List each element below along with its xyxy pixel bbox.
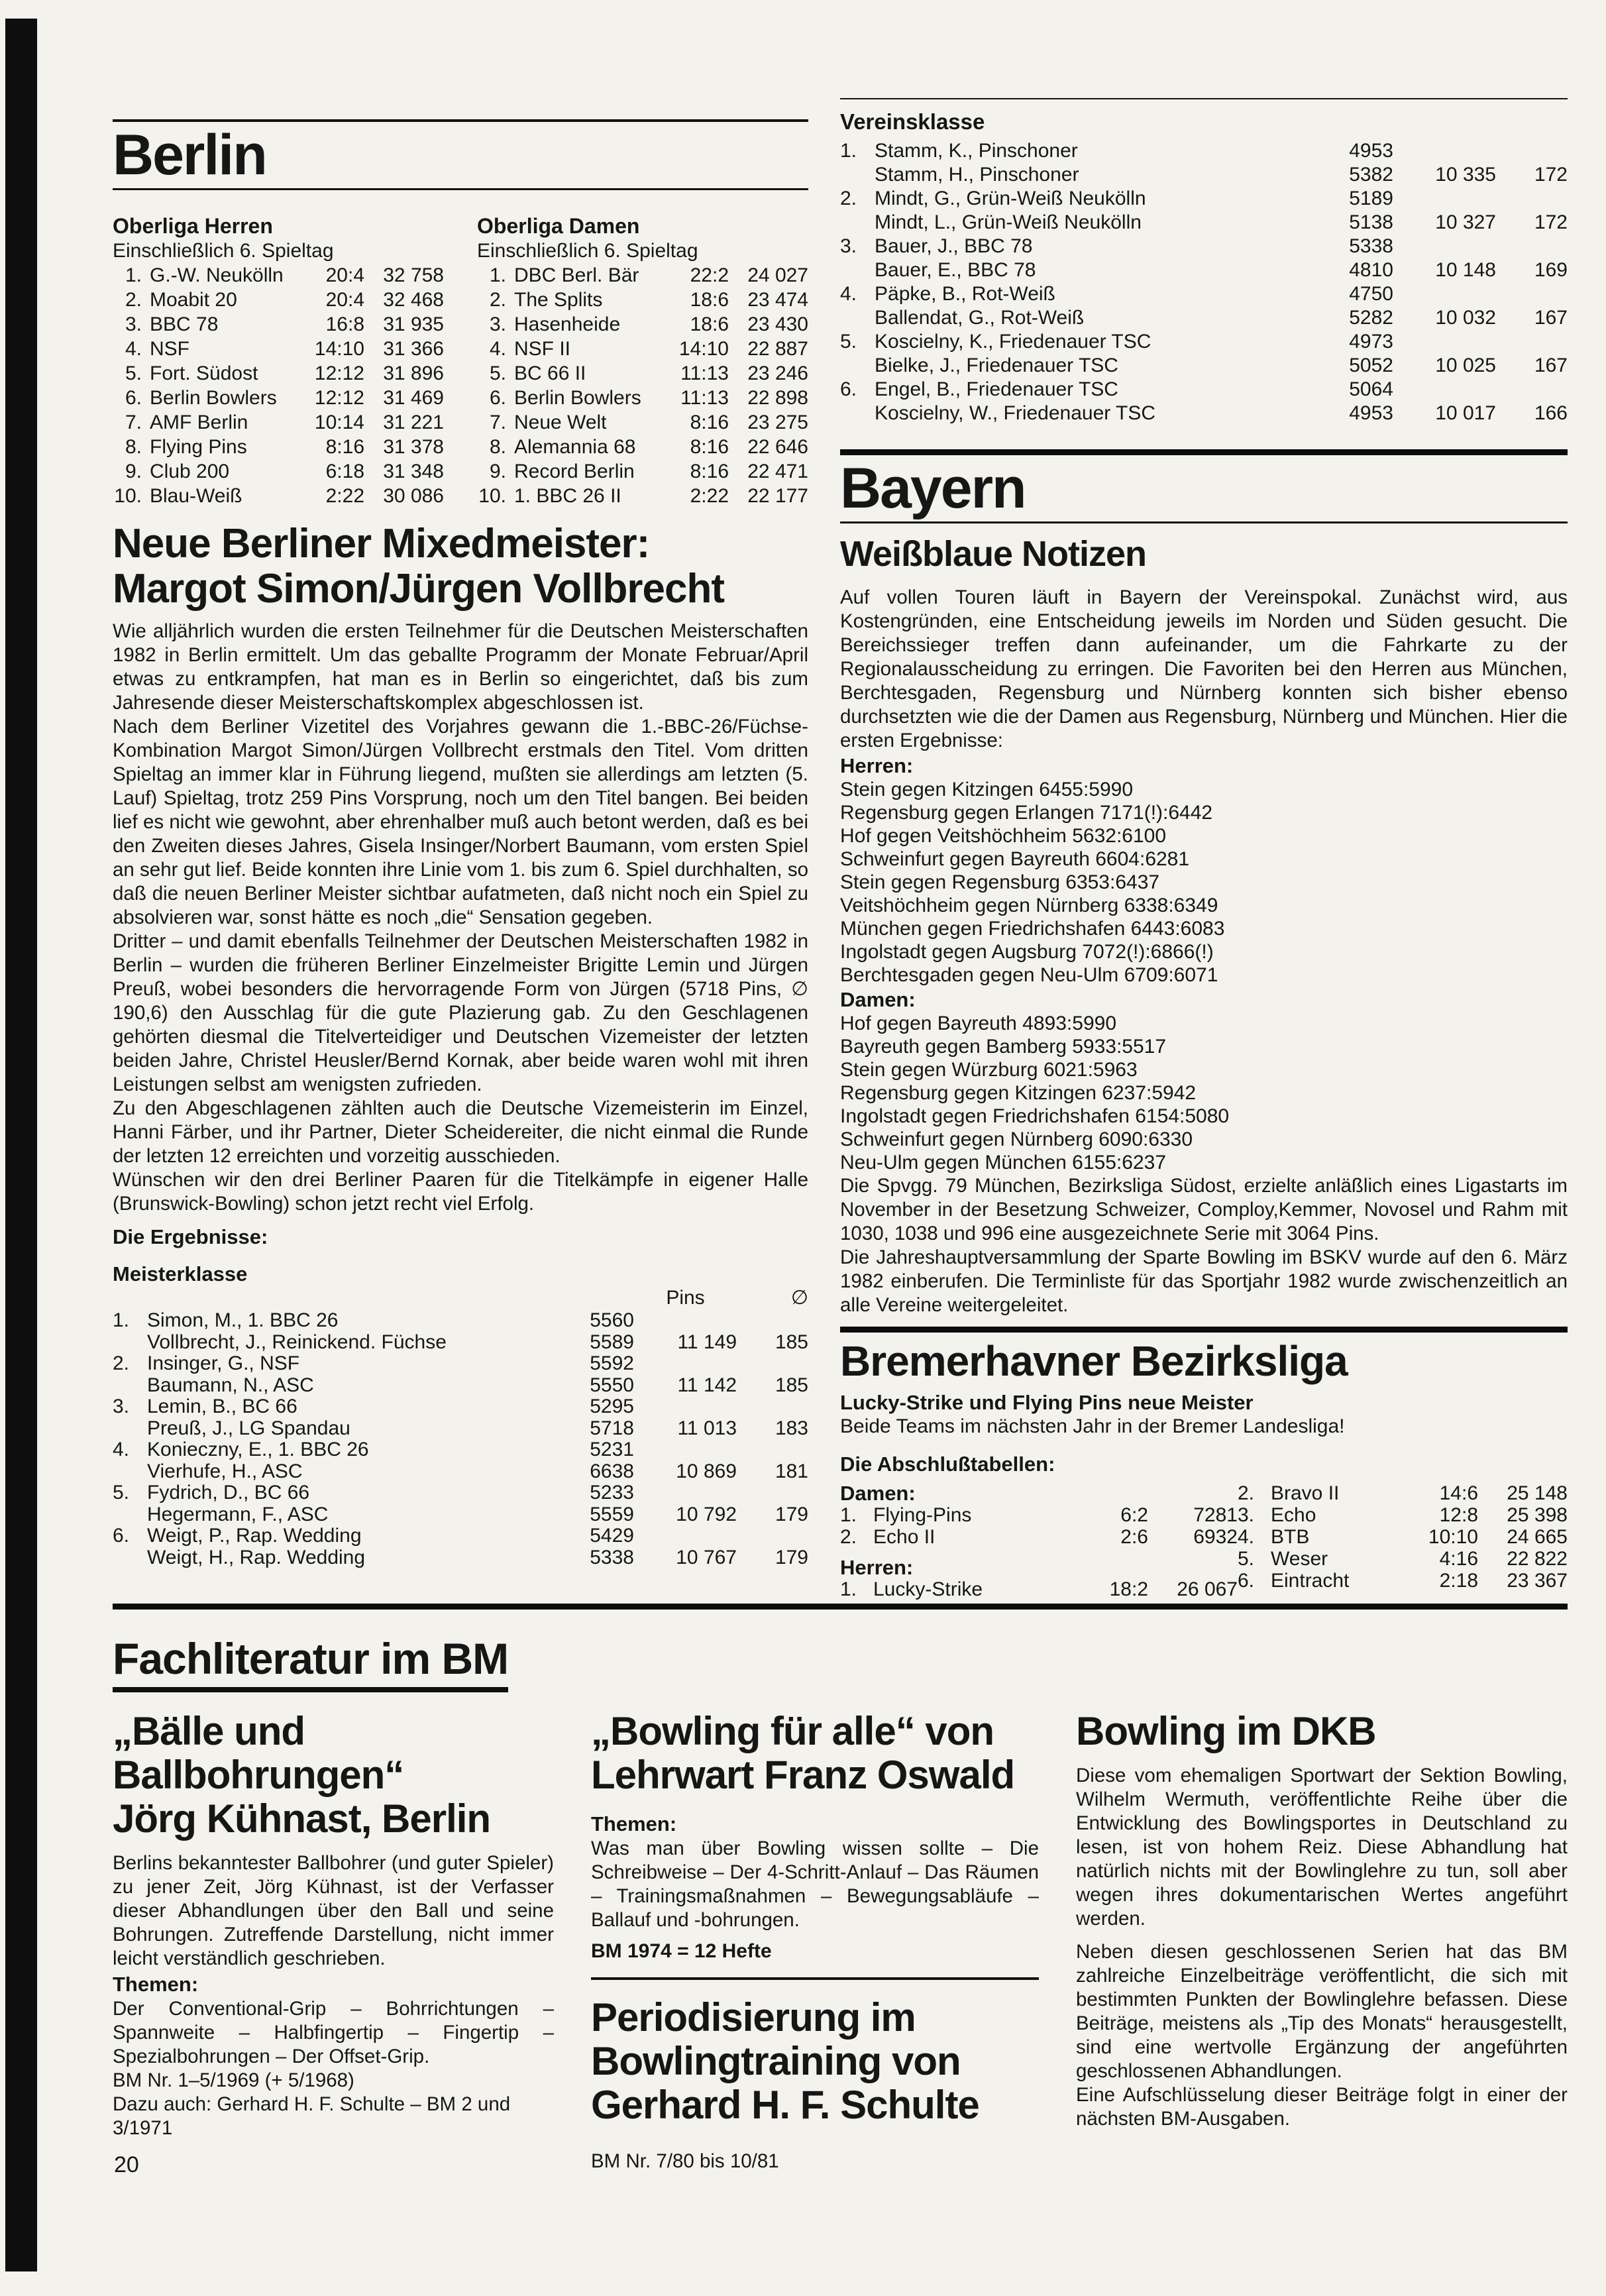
table-row: 6. Engel, B., Friedenauer TSC 5064 [840,378,1393,400]
col2-heading2 [591,1996,1039,2127]
vereinsklasse-table [840,139,1568,425]
col2-heading-line: Lehrwart Franz Oswald [591,1753,1015,1797]
table-row: 2. Moabit 20 20:4 32 468 [125,289,444,311]
table-row: 5. Koscielny, K., Friedenauer TSC 4973 [840,331,1393,353]
table-row: 4. BTB 10:10 24 665 [1238,1526,1568,1548]
table-title: Oberliga Damen [477,214,640,238]
table-row: Weigt, H., Rap. Wedding 5338 10 767 179 [147,1546,808,1568]
vereinsklasse-title: Vereinsklasse [840,109,985,134]
table-row: Ballendat, G., Rot-Weiß 5282 10 032 167 [875,307,1568,329]
fachliteratur-section [113,1635,1568,2173]
fachliteratur-title: Fachliteratur im BM [113,1635,508,1692]
col3-paragraph: Neben diesen geschlossenen Serien hat das BM zahlreiche Einzelbeiträge veröffentlicht, die sich mit bestimmten Punkten der Bowlinglehre befassen. Diese Beiträge, meistens als „Tip des Monats“ herausgestellt, sind eine wertvolle Ergänzung der angeführten geschlossenen Abhandlungen. [1076,1941,1568,2082]
table-row: 3. Hasenheide 18:6 23 430 [489,313,808,335]
col1-body: Berlins bekanntester Ballbohrer (und guter Spieler) zu jener Zeit, Jörg Kühnast, ist der Verfasser dieser Abhandlungen über den Ball und seine Bohrungen. Zutreffende Darstellung, nicht immer leicht verständlich geschrieben. [113,1852,554,1969]
col2-heading2-line: Bowlingtraining von [591,2039,961,2083]
table-row: 10. 1. BBC 26 II 2:22 22 177 [478,485,808,507]
result-line: Ingolstadt gegen Friedrichshafen 6154:5080 [840,1105,1230,1127]
table-row: Baumann, N., ASC 5550 11 142 185 [147,1374,808,1396]
themen-label: Themen: [591,1812,677,1835]
table-row: 1. Flying-Pins 6:2 7281 [840,1504,1238,1526]
table-row: 6. Weigt, P., Rap. Wedding 5429 [113,1525,634,1547]
table-row: Hegermann, F., ASC 5559 10 792 179 [147,1503,808,1525]
table-row: 2. The Splits 18:6 23 474 [489,289,808,311]
table-row: 1. G.-W. Neukölln 20:4 32 758 [125,264,444,286]
bremerhaven-table-right [1238,1482,1568,1600]
table-row: 3. Bauer, J., BBC 78 5338 [840,235,1393,257]
themen-label: Themen: [113,1973,199,1996]
bayern-paragraph: Die Spvgg. 79 München, Bezirksliga Südost, erzielte anläßlich eines Ligastarts im November in der Besetzung Schweizer, Comploy,Kemmer, Novosel und Rahm mit 1030, 1038 und 996 eine ausgezeichnete Serie mit 3064 Pins. [840,1175,1568,1244]
table-row: 1. Stamm, K., Pinschoner 4953 [840,140,1393,162]
result-line: Bayreuth gegen Bamberg 5933:5517 [840,1036,1167,1058]
col1-dazu-ref: Dazu auch: Gerhard H. F. Schulte – BM 2 und 3/1971 [113,2093,511,2139]
article-headline-line1: Neue Berliner Mixedmeister: [113,521,650,567]
table-row: 9. Record Berlin 8:16 22 471 [489,461,808,482]
table-subtitle: Einschließlich 6. Spieltag [113,240,334,262]
bremerhaven-subtitle: Lucky-Strike und Flying Pins neue Meister [840,1391,1254,1414]
table-row: 4. Päpke, B., Rot-Weiß 4750 [840,283,1393,305]
right-column [840,98,1568,1600]
result-line: Hof gegen Veitshöchheim 5632:6100 [840,825,1167,847]
col2-heading2-line: Gerhard H. F. Schulte [591,2083,979,2127]
oberliga-herren-table [113,213,444,508]
page-number: 20 [114,2152,139,2177]
bremerhaven-rule-top [840,1327,1568,1333]
article-paragraph: Wie alljährlich wurden die ersten Teilnehmer für die Deutschen Meisterschaften 1982 in Berlin ermittelt. Um das geballte Programm der Monate Februar/April etwas zu entkrampfen, hat man es in Berlin so eingerichtet, daß bis zum Jahresende dieser Meisterschaftskomplex abgeschlossen ist. [113,620,808,714]
meisterklasse-table [113,1286,808,1568]
table-row: 7. AMF Berlin 10:14 31 221 [125,411,444,433]
table-row: Koscielny, W., Friedenauer TSC 4953 10 017 166 [875,402,1568,424]
table-row: 1. Lucky-Strike 18:2 26 067 [840,1578,1238,1600]
tables-label: Die Abschlußtabellen: [840,1452,1055,1476]
article-body [113,620,808,1216]
col2-heading2-line: Periodisierung im [591,1995,916,2040]
table-row: Bauer, E., BBC 78 4810 10 148 169 [875,259,1568,281]
table-row: 6. Eintracht 2:18 23 367 [1238,1570,1568,1592]
table-row: 4. NSF II 14:10 22 887 [489,338,808,360]
table-header-row [113,1286,808,1310]
table-row: 2. Mindt, G., Grün-Weiß Neukölln 5189 [840,188,1393,209]
vereinsklasse-rule-top [840,98,1568,99]
result-line: Schweinfurt gegen Bayreuth 6604:6281 [840,848,1190,870]
table-row: Bielke, J., Friedenauer TSC 5052 10 025 167 [875,355,1568,376]
berlin-section [113,119,808,1568]
col2-divider-rule [591,1977,1039,1980]
col3-paragraph: Diese vom ehemaligen Sportwart der Sektion Bowling, Wilhelm Wermuth, veröffentlichte Reihe über die Entwicklung des Bowlingsportes in Deutschland zu lesen, ist von hohem Reiz. Diese Abhandlung hat natürlich nichts mit der Bowlinglehre zu tun, soll aber wegen ihres dokumentarischen Wertes angeführt werden. [1076,1765,1568,1930]
bayern-paragraph: Die Jahreshauptversammlung der Sparte Bowling im BSKV wurde auf den 6. März 1982 einberufen. Die Terminliste für das Sportjahr 1982 wurde zwischenzeitlich an alle Vereine weitergeleitet. [840,1246,1568,1316]
bremerhaven-table-left [840,1482,1238,1600]
table-row: 7. Neue Welt 8:16 23 275 [489,411,808,433]
table-row: 9. Club 200 6:18 31 348 [125,461,444,482]
result-line: Neu-Ulm gegen München 6155:6237 [840,1152,1166,1174]
result-line: Regensburg gegen Kitzingen 6237:5942 [840,1082,1197,1104]
pins-column-header: Pins [666,1287,705,1309]
table-row: 1. DBC Berl. Bär 22:2 24 027 [489,264,808,286]
article-headline-line2: Margot Simon/Jürgen Vollbrecht [113,566,725,612]
col1-heading [113,1710,554,1841]
oberliga-damen-table [477,213,808,508]
table-row: Mindt, L., Grün-Weiß Neukölln 5138 10 327 172 [875,211,1568,233]
result-line: Ingolstadt gegen Augsburg 7072(!):6866(!) [840,941,1214,963]
fachliteratur-col1 [113,1710,554,2173]
fachliteratur-columns [113,1710,1568,2173]
berlin-rule-bottom [113,188,808,190]
table-row: 3. BBC 78 16:8 31 935 [125,313,444,335]
result-line: Berchtesgaden gegen Neu-Ulm 6709:6071 [840,964,1218,986]
col2-heading-line: „Bowling für alle“ von [591,1709,994,1753]
result-line: Stein gegen Würzburg 6021:5963 [840,1059,1138,1081]
left-margin-bar [5,19,37,2271]
berlin-title: Berlin [113,123,266,187]
result-line: München gegen Friedrichshafen 6443:6083 [840,918,1225,940]
table-row: 3. Echo 12:8 25 398 [1238,1504,1568,1526]
result-line: Stein gegen Kitzingen 6455:5990 [840,779,1134,800]
damen-label: Damen: [840,988,916,1011]
col1-heading-line: Ballbohrungen“ [113,1753,404,1797]
bayern-rule-bottom [840,521,1568,523]
col1-heading-line: „Bälle und [113,1709,305,1753]
table-row: 10. Blau-Weiß 2:22 30 086 [114,485,444,507]
table-row: Vierhufe, H., ASC 6638 10 869 181 [147,1460,808,1482]
table-row: 4. Konieczny, E., 1. BBC 26 5231 [113,1439,634,1460]
col2-bm-ref: BM 1974 = 12 Hefte [591,1940,772,1962]
article-paragraph: Dritter – und damit ebenfalls Teilnehmer der Deutschen Meisterschaften 1982 in Berlin – wurden die früheren Berliner Einzelmeister Brigitte Lemin und Jürgen Preuß, wobei besonders die hervorragende Form von Jürgen (5718 Pins, ∅ 190,6) den Ausschlag für die gute Plazierung gab. Zu den Geschlagenen gehörten diesmal die Titelverteidiger und Deutschen Vizemeister der letzten beiden Jahre, Christel Heusler/Bernd Kornak, aber beide waren wohl mit ihren Leistungen selbst am wenigsten zufrieden. [113,930,808,1095]
table-row: 5. Fydrich, D., BC 66 5233 [113,1482,634,1503]
article-headline [113,521,808,612]
result-line: Schweinfurt gegen Nürnberg 6090:6330 [840,1128,1193,1150]
table-row: 6. Berlin Bowlers 11:13 22 898 [489,387,808,409]
result-line: Hof gegen Bayreuth 4893:5990 [840,1012,1116,1034]
result-line: Regensburg gegen Erlangen 7171(!):6442 [840,802,1213,824]
col1-themen: Der Conventional-Grip – Bohrrichtungen – Spannweite – Halbfingertip – Fingertip – Spezialbohrungen – Der Offset-Grip. [113,1998,554,2067]
col3-paragraph: Eine Aufschlüsselung dieser Beiträge folgt in einer der nächsten BM-Ausgaben. [1076,2084,1568,2130]
meisterklasse-title: Meisterklasse [113,1262,248,1285]
table-row: Stamm, H., Pinschoner 5382 10 335 172 [875,164,1568,186]
bayern-title: Bayern [840,457,1026,520]
col3-heading: Bowling im DKB [1076,1709,1376,1753]
col2-themen: Was man über Bowling wissen sollte – Die Schreibweise – Der 4-Schritt-Anlauf – Das Räumen – Trainingsmaßnahmen – Bewegungsabläufe – Ballauf und -bohrungen. [591,1837,1039,1931]
fachliteratur-col3 [1076,1710,1568,2173]
table-row: 8. Alemannia 68 8:16 22 646 [489,436,808,458]
col1-heading-line: Jörg Kühnast, Berlin [113,1796,491,1841]
table-row: 4. NSF 14:10 31 366 [125,338,444,360]
table-row: 2. Bravo II 14:6 25 148 [1238,1482,1568,1504]
result-line: Stein gegen Regensburg 6353:6437 [840,871,1160,893]
col2-heading [591,1710,1039,1797]
herren-label: Herren: [840,1556,914,1579]
article-paragraph: Nach dem Berliner Vizetitel des Vorjahres gewann die 1.-BBC-26/Füchse-Kombination Margot Simon/Jürgen Vollbrecht erstmals den Titel. Vom dritten Spieltag an immer klar in Führung liegend, mußten sie allerdings am letzten (5. Lauf) Spieltag, trotz 259 Pins Vorsprung, noch um den Titel bangen. Bei beiden lief es nicht wie gewohnt, aber ehrenhalber muß auch betont werden, daß es bei den Zweiten dieses Jahres, Gisela Insinger/Norbert Baumann, vom ersten Spiel an sehr gut lief. Beide konnten ihre Linie vom 1. bis zum 6. Spiel durchhalten, so daß die neuen Berliner Meister sichtbar aufatmeten, daß nicht noch ein Spiel zu absolvieren war, sonst hätte es noch „die“ Sensation gegeben. [113,716,808,928]
table-row: 3. Lemin, B., BC 66 5295 [113,1395,634,1417]
fachliteratur-rule-top [113,1604,1568,1610]
bremerhaven-title: Bremerhavner Bezirksliga [840,1337,1348,1385]
fachliteratur-col2 [591,1710,1039,2173]
result-line: Veitshöchheim gegen Nürnberg 6338:6349 [840,895,1218,916]
table-row: 6. Berlin Bowlers 12:12 31 469 [125,387,444,409]
table-row: 2. Echo II 2:6 6932 [840,1526,1238,1548]
table-title: Oberliga Herren [113,214,273,238]
table-row: 5. BC 66 II 11:13 23 246 [489,362,808,384]
average-column-header: ∅ [790,1287,808,1309]
col1-bm-ref: BM Nr. 1–5/1969 (+ 5/1968) [113,2069,354,2091]
berlin-rule-top [113,119,808,122]
results-label: Die Ergebnisse: [113,1225,268,1248]
col2-bm2-ref: BM Nr. 7/80 bis 10/81 [591,2150,779,2172]
article-paragraph: Wünschen wir den drei Berliner Paaren für die Titelkämpfe in eigener Halle (Brunswick-Bowling) schon jetzt recht viel Erfolg. [113,1169,808,1215]
bremerhaven-tables [840,1482,1568,1600]
bremerhaven-text: Beide Teams im nächsten Jahr in der Bremer Landesliga! [840,1415,1345,1437]
bayern-intro: Auf vollen Touren läuft in Bayern der Vereinspokal. Zunächst wird, aus Kostengründen, eine Entscheidung jeweils im Norden und Süden gesucht. Die Bereichssieger treffen dann aufeinander, um die Fahrkarte zu der Regionalausscheidung zu erringen. Die Favoriten bei den Herren aus München, Berchtesgaden, Regensburg und Nürnberg konnten sich bisher ebenso durchsetzten wie die der Damen aus Regensburg, Nürnberg und München. Hier die ersten Ergebnisse: [840,586,1568,751]
table-row: 5. Weser 4:16 22 822 [1238,1548,1568,1570]
table-row: 1. Simon, M., 1. BBC 26 5560 [113,1309,634,1331]
damen-label: Damen: [840,1482,916,1505]
table-row: Preuß, J., LG Spandau 5718 11 013 183 [147,1417,808,1439]
bayern-rule-top [840,449,1568,455]
table-row: Vollbrecht, J., Reinickend. Füchse 5589 11 149 185 [147,1331,808,1353]
table-row: 2. Insinger, G., NSF 5592 [113,1352,634,1374]
notizen-title: Weißblaue Notizen [840,534,1147,574]
table-row: 8. Flying Pins 8:16 31 378 [125,436,444,458]
herren-label: Herren: [840,754,914,777]
article-paragraph: Zu den Abgeschlagenen zählten auch die Deutsche Vizemeisterin im Einzel, Hanni Färber, und ihr Partner, Dieter Scheidereiter, die nicht einmal die Runde der letzten 12 erreichten und vorzeitig ausschieden. [113,1097,808,1167]
table-row: 5. Fort. Südost 12:12 31 896 [125,362,444,384]
oberliga-tables [113,213,808,508]
table-subtitle: Einschließlich 6. Spieltag [477,240,698,262]
